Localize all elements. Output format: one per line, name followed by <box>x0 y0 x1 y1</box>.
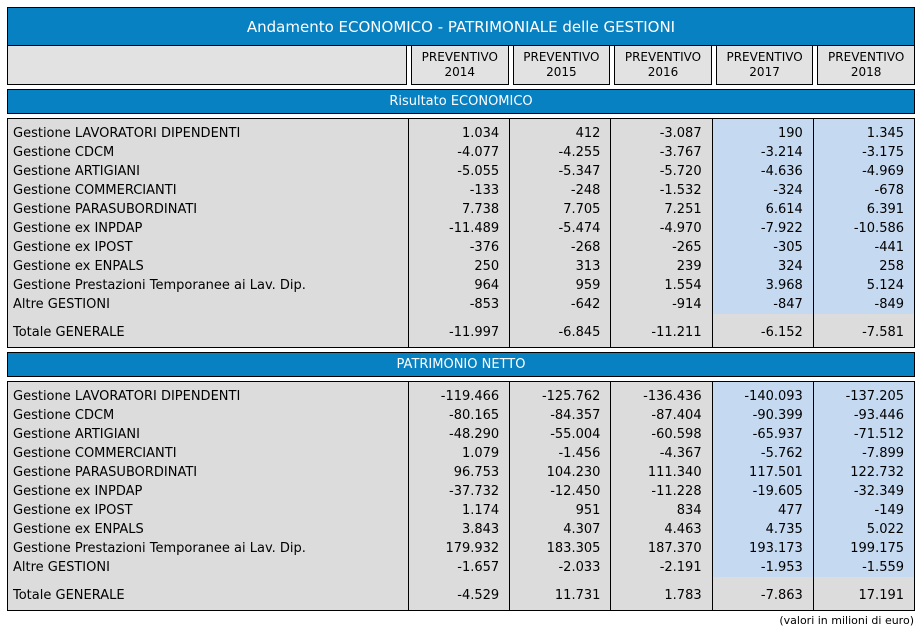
report-table <box>7 7 915 627</box>
cell-value <box>408 605 509 610</box>
row-label: Altre GESTIONI <box>13 560 110 575</box>
cell-value: -4.255 <box>509 143 610 162</box>
cell-value: -2.033 <box>509 558 610 577</box>
cell-value: 17.191 <box>813 586 914 605</box>
row-label: Totale GENERALE <box>13 325 125 340</box>
table-row <box>8 257 914 276</box>
column-header-year: 2015 <box>546 65 577 79</box>
total-row <box>8 323 914 342</box>
column-header-year: 2018 <box>850 65 882 79</box>
cell-value: 239 <box>610 257 711 276</box>
cell-value: -119.466 <box>408 387 509 406</box>
cell-value: 1.345 <box>813 124 914 143</box>
row-label <box>8 314 408 323</box>
row-label: Gestione ex IPOST <box>13 240 133 255</box>
cell-value: -37.732 <box>408 482 509 501</box>
table-title: Andamento ECONOMICO - PATRIMONIALE delle GESTIONI <box>7 7 915 46</box>
cell-value <box>813 577 914 586</box>
row-label: Gestione Prestazioni Temporanee ai Lav. Dip. <box>13 278 306 293</box>
cell-value: 5.022 <box>813 520 914 539</box>
cell-value: 11.731 <box>509 586 610 605</box>
cell-value: 1.174 <box>408 501 509 520</box>
section-title-patrimonio-netto: PATRIMONIO NETTO <box>7 352 915 377</box>
cell-value: 477 <box>712 501 813 520</box>
cell-value <box>712 605 813 610</box>
row-label: Gestione PARASUBORDINATI <box>13 202 198 217</box>
row-label: Totale GENERALE <box>13 588 125 603</box>
cell-value: 5.124 <box>813 276 914 295</box>
cell-value: 258 <box>813 257 914 276</box>
cell-value: -376 <box>408 238 509 257</box>
cell-value: 1.554 <box>610 276 711 295</box>
cell-value: 324 <box>712 257 813 276</box>
table-row <box>8 181 914 200</box>
row-label: Gestione LAVORATORI DIPENDENTI <box>13 389 241 404</box>
cell-value: 96.753 <box>408 463 509 482</box>
cell-value: 187.370 <box>610 539 711 558</box>
cell-value: -441 <box>813 238 914 257</box>
table-row <box>8 482 914 501</box>
cell-value: -6.152 <box>712 323 813 342</box>
cell-value <box>610 314 711 323</box>
table-row <box>8 219 914 238</box>
cell-value: 7.705 <box>509 200 610 219</box>
spacer-row <box>8 314 914 323</box>
table-row <box>8 143 914 162</box>
column-header-label: PREVENTIVO <box>624 50 702 64</box>
column-header-row <box>7 46 915 85</box>
cell-value: 1.783 <box>610 586 711 605</box>
cell-value <box>712 314 813 323</box>
cell-value <box>712 577 813 586</box>
cell-value <box>610 577 711 586</box>
cell-value: -93.446 <box>813 406 914 425</box>
row-label: Gestione COMMERCIANTI <box>13 183 177 198</box>
row-label: Gestione COMMERCIANTI <box>13 446 177 461</box>
table-row <box>8 558 914 577</box>
cell-value: -4.970 <box>610 219 711 238</box>
cell-value: -12.450 <box>509 482 610 501</box>
column-header-label: PREVENTIVO <box>421 50 498 64</box>
cell-value: -5.720 <box>610 162 711 181</box>
row-label: Gestione CDCM <box>13 145 115 160</box>
cell-value: 4.735 <box>712 520 813 539</box>
section-table-risultato-economico <box>7 118 915 348</box>
row-label: Gestione ex ENPALS <box>13 259 144 274</box>
padding-row <box>8 605 914 610</box>
cell-value: 190 <box>712 124 813 143</box>
cell-value: -1.657 <box>408 558 509 577</box>
cell-value <box>712 342 813 347</box>
row-label: Gestione LAVORATORI DIPENDENTI <box>13 126 241 141</box>
cell-value <box>509 314 610 323</box>
row-label: Gestione Prestazioni Temporanee ai Lav. Dip. <box>13 541 306 556</box>
table-row <box>8 520 914 539</box>
table-row <box>8 501 914 520</box>
cell-value: 117.501 <box>712 463 813 482</box>
row-label: Gestione CDCM <box>13 408 115 423</box>
cell-value: -60.598 <box>610 425 711 444</box>
cell-value: -7.922 <box>712 219 813 238</box>
cell-value <box>509 605 610 610</box>
cell-value: -4.367 <box>610 444 711 463</box>
table-row <box>8 238 914 257</box>
cell-value: -7.899 <box>813 444 914 463</box>
column-header-year: 2016 <box>647 65 679 79</box>
row-label <box>8 577 408 586</box>
cell-value: 179.932 <box>408 539 509 558</box>
cell-value: -80.165 <box>408 406 509 425</box>
cell-value: 3.843 <box>408 520 509 539</box>
cell-value: 193.173 <box>712 539 813 558</box>
cell-value: -1.953 <box>712 558 813 577</box>
cell-value: 7.251 <box>610 200 711 219</box>
cell-value: -11.489 <box>408 219 509 238</box>
cell-value: -5.055 <box>408 162 509 181</box>
cell-value: 959 <box>509 276 610 295</box>
row-label <box>8 605 408 610</box>
column-header-label: PREVENTIVO <box>523 50 600 64</box>
cell-value: -7.863 <box>712 586 813 605</box>
cell-value: -3.087 <box>610 124 711 143</box>
padding-row <box>8 342 914 347</box>
cell-value: -1.559 <box>813 558 914 577</box>
cell-value: -133 <box>408 181 509 200</box>
table-row <box>8 295 914 314</box>
cell-value: -2.191 <box>610 558 711 577</box>
cell-value: 183.305 <box>509 539 610 558</box>
cell-value: 6.614 <box>712 200 813 219</box>
cell-value: 104.230 <box>509 463 610 482</box>
cell-value: -3.175 <box>813 143 914 162</box>
cell-value: -71.512 <box>813 425 914 444</box>
section-title-risultato-economico: Risultato ECONOMICO <box>7 89 915 114</box>
cell-value: -3.767 <box>610 143 711 162</box>
table-row <box>8 539 914 558</box>
cell-value: 834 <box>610 501 711 520</box>
cell-value: -65.937 <box>712 425 813 444</box>
cell-value: -4.969 <box>813 162 914 181</box>
column-header-preventivo-2014 <box>411 46 509 85</box>
column-header-preventivo-2018 <box>817 46 915 85</box>
cell-value: -324 <box>712 181 813 200</box>
row-label <box>8 342 408 347</box>
cell-value: -136.436 <box>610 387 711 406</box>
column-header-preventivo-2016 <box>614 46 712 85</box>
cell-value <box>509 577 610 586</box>
cell-value: 951 <box>509 501 610 520</box>
cell-value: -914 <box>610 295 711 314</box>
cell-value: 3.968 <box>712 276 813 295</box>
cell-value: -7.581 <box>813 323 914 342</box>
cell-value: -55.004 <box>509 425 610 444</box>
cell-value: -149 <box>813 501 914 520</box>
row-label-header-cell <box>7 46 407 85</box>
spacer-row <box>8 577 914 586</box>
column-header-year: 2017 <box>749 65 780 79</box>
cell-value: 111.340 <box>610 463 711 482</box>
cell-value: -11.997 <box>408 323 509 342</box>
cell-value <box>408 314 509 323</box>
column-header-year: 2014 <box>444 65 476 79</box>
table-row <box>8 200 914 219</box>
cell-value: -847 <box>712 295 813 314</box>
cell-value: 250 <box>408 257 509 276</box>
row-label: Gestione ex ENPALS <box>13 522 144 537</box>
cell-value <box>408 577 509 586</box>
table-row <box>8 276 914 295</box>
cell-value: -32.349 <box>813 482 914 501</box>
cell-value: -3.214 <box>712 143 813 162</box>
row-label: Gestione ARTIGIANI <box>13 164 140 179</box>
cell-value: -268 <box>509 238 610 257</box>
cell-value <box>813 342 914 347</box>
cell-value: -137.205 <box>813 387 914 406</box>
cell-value <box>509 342 610 347</box>
cell-value: -11.228 <box>610 482 711 501</box>
cell-value: 7.738 <box>408 200 509 219</box>
cell-value: -10.586 <box>813 219 914 238</box>
cell-value: 964 <box>408 276 509 295</box>
table-row <box>8 425 914 444</box>
cell-value: -305 <box>712 238 813 257</box>
cell-value: -11.211 <box>610 323 711 342</box>
cell-value: -19.605 <box>712 482 813 501</box>
cell-value: 1.079 <box>408 444 509 463</box>
column-header-preventivo-2017 <box>716 46 814 85</box>
cell-value: -48.290 <box>408 425 509 444</box>
row-label: Altre GESTIONI <box>13 297 110 312</box>
cell-value: 4.307 <box>509 520 610 539</box>
row-label: Gestione ex IPOST <box>13 503 133 518</box>
cell-value: -6.845 <box>509 323 610 342</box>
row-label: Gestione PARASUBORDINATI <box>13 465 198 480</box>
cell-value: -849 <box>813 295 914 314</box>
column-header-label: PREVENTIVO <box>726 50 803 64</box>
section-table-patrimonio-netto <box>7 381 915 611</box>
table-row <box>8 406 914 425</box>
cell-value: 1.034 <box>408 124 509 143</box>
cell-value: -4.636 <box>712 162 813 181</box>
table-row <box>8 124 914 143</box>
table-row <box>8 444 914 463</box>
cell-value: 122.732 <box>813 463 914 482</box>
row-label: Gestione ex INPDAP <box>13 484 143 499</box>
row-label: Gestione ARTIGIANI <box>13 427 140 442</box>
table-row <box>8 387 914 406</box>
cell-value: -87.404 <box>610 406 711 425</box>
cell-value: -140.093 <box>712 387 813 406</box>
cell-value <box>610 342 711 347</box>
cell-value: 412 <box>509 124 610 143</box>
cell-value <box>610 605 711 610</box>
units-footnote: (valori in milioni di euro) <box>779 614 914 627</box>
column-header-preventivo-2015 <box>513 46 611 85</box>
cell-value: 6.391 <box>813 200 914 219</box>
cell-value: -90.399 <box>712 406 813 425</box>
column-header-label: PREVENTIVO <box>828 50 905 64</box>
table-row <box>8 162 914 181</box>
cell-value: -853 <box>408 295 509 314</box>
total-row <box>8 586 914 605</box>
cell-value <box>813 605 914 610</box>
cell-value: -84.357 <box>509 406 610 425</box>
cell-value: -678 <box>813 181 914 200</box>
cell-value: -5.762 <box>712 444 813 463</box>
table-row <box>8 463 914 482</box>
cell-value: -5.347 <box>509 162 610 181</box>
cell-value: -248 <box>509 181 610 200</box>
cell-value: -1.532 <box>610 181 711 200</box>
cell-value: -265 <box>610 238 711 257</box>
cell-value: -1.456 <box>509 444 610 463</box>
cell-value: -642 <box>509 295 610 314</box>
row-label: Gestione ex INPDAP <box>13 221 143 236</box>
cell-value: -4.529 <box>408 586 509 605</box>
cell-value: 199.175 <box>813 539 914 558</box>
cell-value <box>408 342 509 347</box>
cell-value: -4.077 <box>408 143 509 162</box>
cell-value <box>813 314 914 323</box>
cell-value: -5.474 <box>509 219 610 238</box>
cell-value: 4.463 <box>610 520 711 539</box>
cell-value: -125.762 <box>509 387 610 406</box>
cell-value: 313 <box>509 257 610 276</box>
